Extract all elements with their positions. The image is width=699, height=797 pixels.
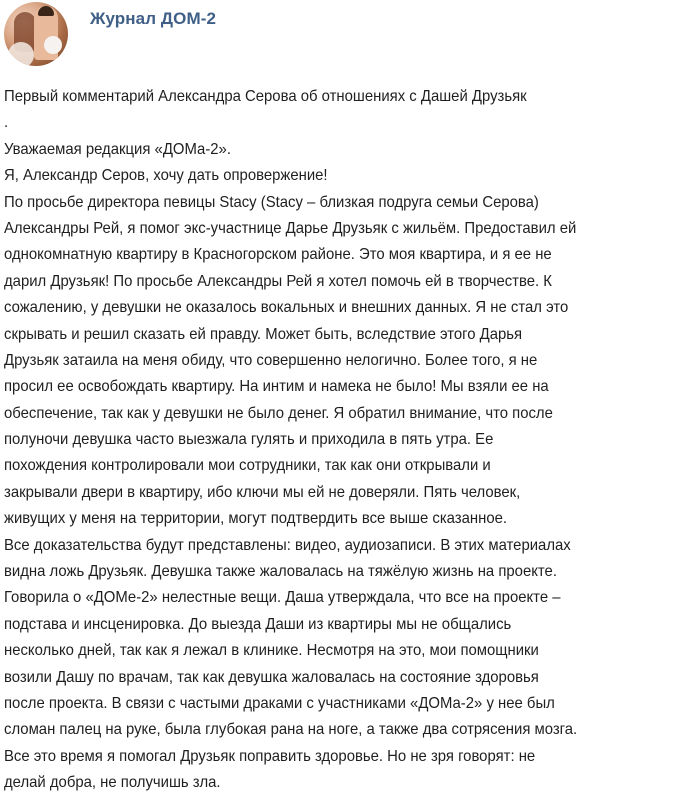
text-line: закрывали двери в квартиру, ибо ключи мы ей не доверяли. Пять человек, xyxy=(4,483,521,501)
post-header xyxy=(0,0,699,72)
avatar-photo-detail xyxy=(44,36,62,54)
text-line: после проекта. В связи с частыми драками с участниками «ДОМа-2» у нее был xyxy=(4,694,555,712)
text-line: возили Дашу по врачам, так как девушка жаловалась на состояние здоровья xyxy=(4,668,539,686)
text-line: похождения контролировали мои сотрудники, так как они открывали и xyxy=(4,457,491,475)
text-line: дарил Друзьяк! По просьбе Александры Рей я хотел помочь ей в творчестве. К xyxy=(4,272,552,290)
text-line: однокомнатную квартиру в Красногорском районе. Это моя квартира, и я ее не xyxy=(4,246,552,264)
text-line: просил ее освобождать квартиру. На интим и намека не было! Мы взяли ее на xyxy=(4,378,549,396)
text-line: сломан палец на руке, была глубокая рана на ноге, а также два сотрясения мозга. xyxy=(4,721,578,739)
text-line: По просьбе директора певицы Stacy (Stacy – близкая подруга семьи Серова) xyxy=(4,193,539,211)
text-line: Уважаемая редакция «ДОМа-2». xyxy=(4,140,231,158)
text-line: подстава и инсценировка. До выезда Даши из квартиры мы не общались xyxy=(4,615,512,633)
text-line: делай добра, не получишь зла. xyxy=(4,774,221,792)
text-line: скрывать и решил сказать ей правду. Может быть, вследствие этого Дарья xyxy=(4,325,523,343)
text-line: несколько дней, так как я лежал в клинике. Несмотря на это, мои помощники xyxy=(4,642,539,660)
avatar-photo-hair xyxy=(38,6,54,16)
post-headline: Первый комментарий Александра Серова об отношениях с Дашей Друзьяк xyxy=(4,88,527,105)
text-line: сожалению, у девушки не оказалось вокальных и внешних данных. Я не стал это xyxy=(4,299,569,317)
post-text xyxy=(4,84,694,797)
text-line: Друзьяк затаила на меня обиду, что совершенно нелогично. Более того, я не xyxy=(4,351,538,369)
text-line: видна ложь Друзьяк. Девушка также жаловалась на тяжёлую жизнь на проекте. xyxy=(4,563,557,581)
group-avatar[interactable] xyxy=(4,2,68,66)
text-line: Все это время я помогал Друзьяк поправить здоровье. Но не зря говорят: не xyxy=(4,747,536,765)
text-line: полуночи девушка часто выезжала гулять и приходила в пять утра. Ее xyxy=(4,431,494,449)
text-line: Александры Рей, я помог экс-участнице Дарье Друзьяк с жильём. Предоставил ей xyxy=(4,219,577,237)
avatar-photo-detail xyxy=(8,42,34,66)
group-name-link[interactable]: Журнал ДОМ-2 xyxy=(90,9,217,28)
text-line: обеспечение, так как у девушки не было денег. Я обратил внимание, что после xyxy=(4,404,553,422)
text-line: Я, Александр Серов, хочу дать опровержение! xyxy=(4,167,328,185)
text-line: Говорила о «ДОМе-2» нелестные вещи. Даша утверждала, что все на проекте – xyxy=(4,589,561,607)
text-line: Все доказательства будут представлены: видео, аудиозаписи. В этих материалах xyxy=(4,536,571,554)
text-line: . xyxy=(4,114,9,132)
text-line: живущих у меня на территории, могут подтвердить все выше сказанное. xyxy=(4,510,508,528)
